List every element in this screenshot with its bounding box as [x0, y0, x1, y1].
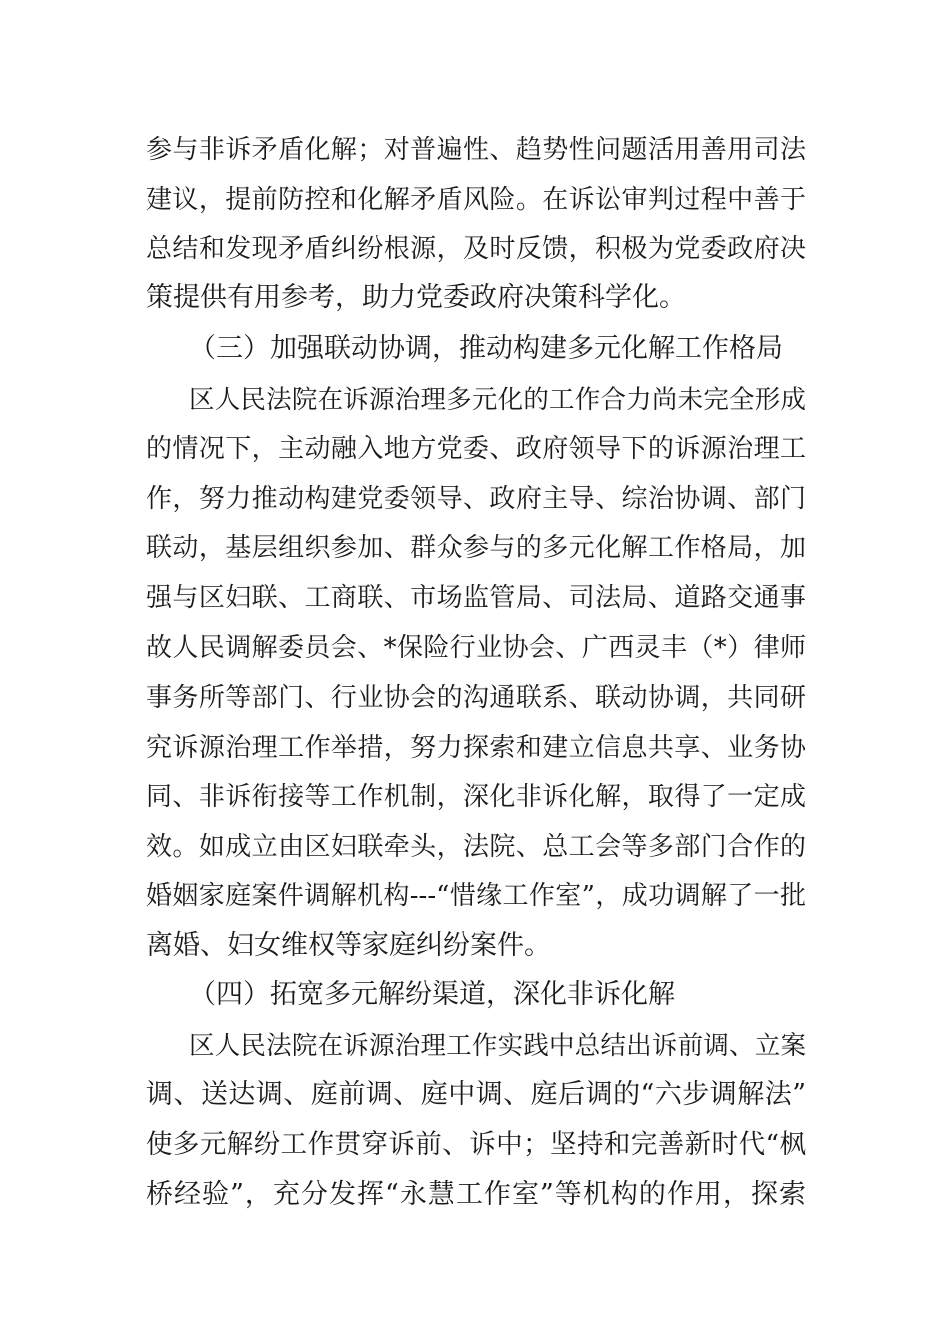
text-line: 使多元解纷工作贯穿诉前、诉中；坚持和完善新时代“枫 — [146, 1129, 806, 1160]
text-line: 作，努力推动构建党委领导、政府主导、综治协调、部门 — [146, 484, 806, 514]
text-line: 离婚、妇女维权等家庭纠纷案件。 — [146, 930, 551, 961]
text-line: 联动，基层组织参加、群众参与的多元化解工作格局，加 — [146, 533, 806, 563]
section-heading-3: （三）加强联动协调，推动构建多元化解工作格局 — [189, 333, 783, 364]
text-line: 效。如成立由区妇联牵头，法院、总工会等多部门合作的 — [146, 832, 806, 862]
text-line: 事务所等部门、行业协会的沟通联系、联动协调，共同研 — [146, 683, 806, 713]
text-line: 调、送达调、庭前调、庭中调、庭后调的“六步调解法” — [146, 1079, 806, 1110]
text-line: 建议，提前防控和化解矛盾风险。在诉讼审判过程中善于 — [146, 185, 806, 215]
text-line: 同、非诉衔接等工作机制，深化非诉化解，取得了一定成 — [146, 782, 806, 812]
text-line: 的情况下，主动融入地方党委、政府领导下的诉源治理工 — [146, 434, 806, 464]
text-line: 究诉源治理工作举措，努力探索和建立信息共享、业务协 — [146, 733, 806, 763]
text-line: 强与区妇联、工商联、市场监管局、司法局、道路交通事 — [146, 583, 806, 613]
text-line: 区人民法院在诉源治理多元化的工作合力尚未完全形成 — [189, 385, 806, 415]
text-line: 故人民调解委员会、*保险行业协会、广西灵丰（*）律师 — [146, 633, 806, 663]
section-heading-4: （四）拓宽多元解纷渠道，深化非诉化解 — [189, 979, 675, 1010]
text-line: 区人民法院在诉源治理工作实践中总结出诉前调、立案 — [189, 1031, 806, 1061]
text-line: 策提供有用参考，助力党委政府决策科学化。 — [146, 282, 686, 313]
text-line: 总结和发现矛盾纠纷根源，及时反馈，积极为党委政府决 — [146, 234, 806, 264]
text-line: 桥经验”，充分发挥“永慧工作室”等机构的作用，探索 — [146, 1179, 806, 1210]
text-line: 参与非诉矛盾化解；对普遍性、趋势性问题活用善用司法 — [146, 135, 806, 165]
text-line: 婚姻家庭案件调解机构---“惜缘工作室”，成功调解了一批 — [146, 881, 806, 911]
